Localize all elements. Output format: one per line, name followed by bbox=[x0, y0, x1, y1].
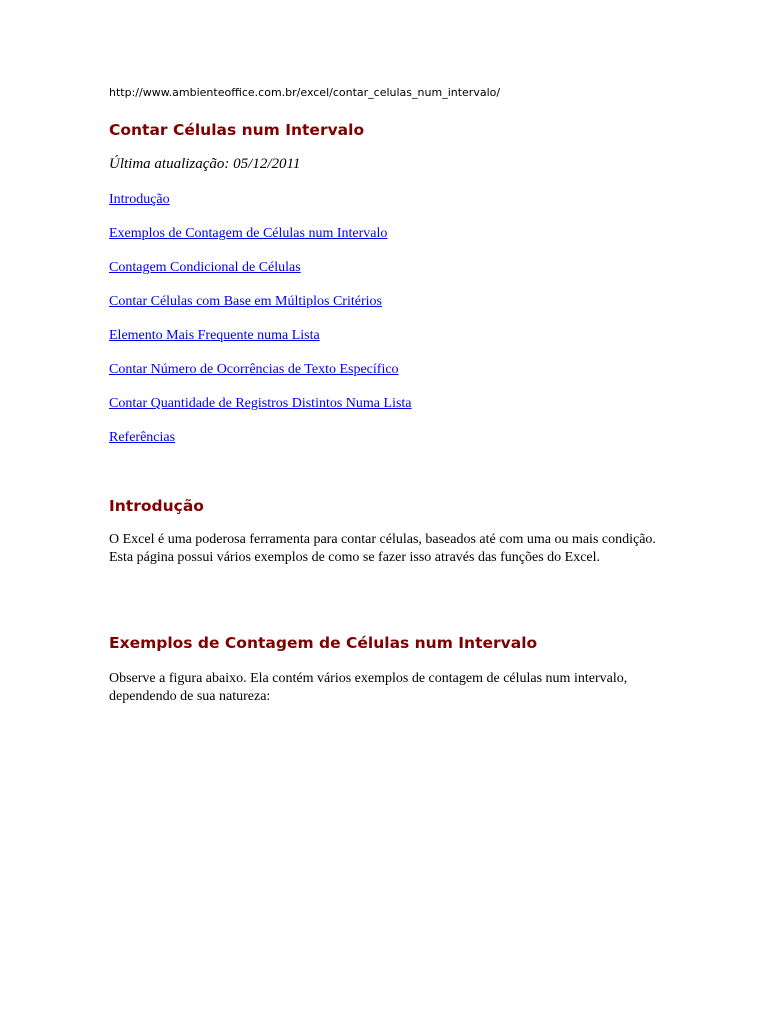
toc-link-ocorrencias-texto[interactable]: Contar Número de Ocorrências de Texto Específico bbox=[109, 362, 399, 377]
last-updated: Última atualização: 05/12/2011 bbox=[109, 156, 301, 172]
toc-link-introducao[interactable]: Introdução bbox=[109, 192, 170, 207]
section-heading-introducao: Introdução bbox=[109, 497, 204, 515]
source-url: http://www.ambienteoffice.com.br/excel/contar_celulas_num_intervalo/ bbox=[109, 86, 501, 99]
section-text-introducao: O Excel é uma poderosa ferramenta para contar células, baseados até com uma ou mais condição. Esta página possui vários exemplos de como se fazer isso através das funções do Excel. bbox=[109, 532, 656, 565]
toc-item bbox=[109, 394, 412, 428]
toc-link-registros-distintos[interactable]: Contar Quantidade de Registros Distintos Numa Lista bbox=[109, 396, 412, 411]
toc-link-multiplos-criterios[interactable]: Contar Células com Base em Múltiplos Critérios bbox=[109, 294, 382, 309]
toc-item bbox=[109, 224, 412, 258]
toc-link-exemplos[interactable]: Exemplos de Contagem de Células num Intervalo bbox=[109, 226, 388, 241]
section-text-exemplos: Observe a figura abaixo. Ela contém vários exemplos de contagem de células num intervalo, dependendo de sua natureza: bbox=[109, 671, 628, 704]
page-title: Contar Células num Intervalo bbox=[109, 121, 365, 139]
toc-link-referencias[interactable]: Referências bbox=[109, 430, 176, 445]
toc-link-mais-frequente[interactable]: Elemento Mais Frequente numa Lista bbox=[109, 328, 320, 343]
toc-item bbox=[109, 190, 412, 224]
toc-link-contagem-condicional[interactable]: Contagem Condicional de Células bbox=[109, 260, 301, 275]
toc-item bbox=[109, 258, 412, 292]
toc-item bbox=[109, 326, 412, 360]
table-of-contents bbox=[109, 190, 412, 462]
section-heading-exemplos: Exemplos de Contagem de Células num Intervalo bbox=[109, 634, 538, 652]
toc-item bbox=[109, 428, 412, 462]
toc-item bbox=[109, 292, 412, 326]
toc-item bbox=[109, 360, 412, 394]
